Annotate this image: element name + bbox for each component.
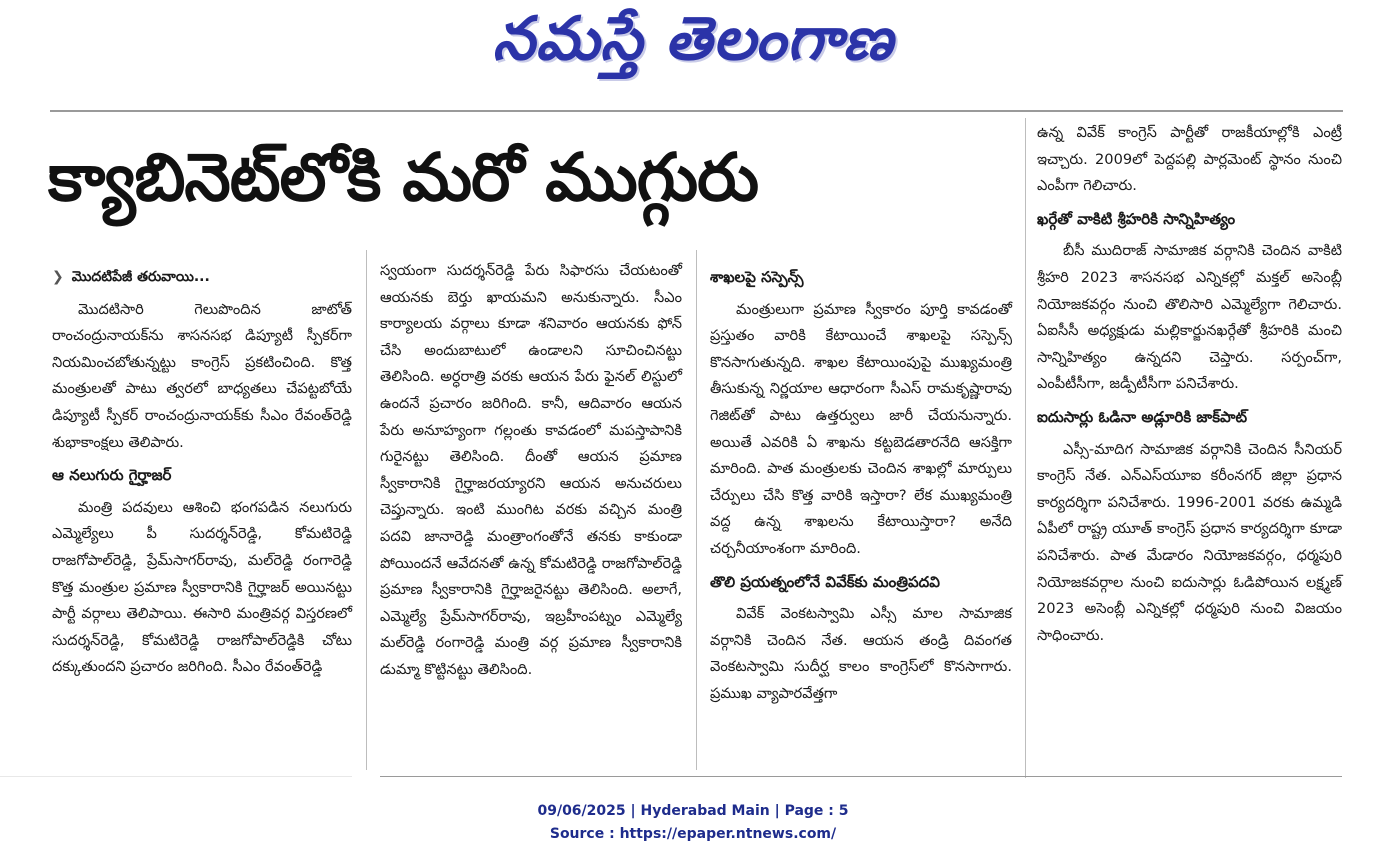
chevron-right-icon: ❯ — [52, 269, 64, 285]
paragraph: బీసీ ముదిరాజ్ సామాజిక వర్గానికి చెందిన వాకిటి శ్రీహరి 2023 శాసనసభ ఎన్నికల్లో మక్తల్ అసెంబ్లీ నియోజకవర్గం నుంచి తొలిసారి ఎమ్మెల్యేగా గెలిచారు. ఏఐసీసీ అధ్యక్షుడు మల్లికార్జునఖర్గేతో శ్రీహరికి మంచి సాన్నిహిత్యం ఉన్నదని చెప్తారు. సర్పంచ్‌గా, ఎంపీటీసీగా, జడ్పీటీసీగా పనిచేశారు. — [1037, 242, 1342, 393]
bottom-divider — [380, 776, 1342, 777]
article-column-2 — [380, 258, 682, 684]
subheading: ఆ నలుగురు గైర్హాజర్ — [52, 466, 172, 485]
subheading: ఖర్గేతో వాకిటి శ్రీహరికి సాన్నిహిత్యం — [1037, 209, 1236, 228]
masthead-title: నమస్తే తెలంగాణ — [492, 4, 894, 74]
article-column-4 — [1037, 120, 1342, 649]
footer-edition-info: 09/06/2025 | Hyderabad Main | Page : 5 — [537, 803, 849, 819]
top-divider — [50, 110, 1343, 112]
paragraph: మొదటిసారి గెలుపొందిన జాటోత్ రాంచంద్రునాయక్‌ను శాసనసభ డిప్యూటీ స్పీకర్‌గా నియమించబోతున్నట్టు కాంగ్రెస్ ప్రకటించింది. కొత్త మంత్రులతో పాటు త్వరలో బాధ్యతలు చేపట్టబోయే డిప్యూటీ స్పీకర్ రాంచంద్రునాయక్‌కు సీఎం రేవంత్‌రెడ్డి శుభాకాంక్షలు తెలిపారు. — [52, 300, 352, 451]
subheading: తొలి ప్రయత్నంలోనే వివేక్‌కు మంత్రిపదవి — [710, 572, 940, 591]
bottom-divider — [0, 776, 352, 777]
article-column-3 — [710, 258, 1012, 708]
paragraph: మంత్రి పదవులు ఆశించి భంగపడిన నలుగురు ఎమ్మెల్యేలు పీ సుదర్శన్‌రెడ్డి, కోమటిరెడ్డి రాజగోపాల్‌రెడ్డి, ప్రేమ్‌సాగర్‌రావు, మల్‌రెడ్డి రంగారెడ్డి కొత్త మంత్రుల ప్రమాణ స్వీకారానికి గైర్హాజర్ అయినట్టు పార్టీ వర్గాలు తెలిపాయి. ఈసారి మంత్రివర్గ విస్తరణలో సుదర్శన్‌రెడ్డి, కోమటిరెడ్డి రాజగోపాల్‌రెడ్డికి చోటు దక్కుతుందని ప్రచారం జరిగింది. సీఎం రేవంత్‌రెడ్డి — [52, 498, 352, 676]
subheading: ఐదుసార్లు ఓడినా అడ్లూరికి జాక్‌పాట్ — [1037, 407, 1248, 426]
article-headline: క్యాబినెట్‌లోకి మరో ముగ్గురు — [48, 139, 759, 216]
article-column-1 — [52, 258, 352, 681]
column-divider — [696, 250, 697, 770]
continued-label: మొదటిపేజీ తరువాయి... — [71, 269, 210, 285]
column-divider — [1025, 118, 1026, 778]
paragraph: ఎస్సీ-మాదిగ సామాజిక వర్గానికి చెందిన సీనియర్ కాంగ్రెస్ నేత. ఎన్ఎస్‌యూఐ కరీంనగర్ జిల్లా ప్రధాన కార్యదర్శిగా పనిచేశారు. 1996-2001 వరకు ఉమ్మడి ఏపీలో రాష్ట్ర యూత్ కాంగ్రెస్ ప్రధాన కార్యదర్శిగా కూడా పనిచేశారు. పాత మేడారం నియోజకవర్గం, ధర్మపురి నియోజకవర్గాల నుంచి ఐదుసార్లు ఓడిపోయిన లక్ష్మణ్ 2023 అసెంబ్లీ ఎన్నికల్లో ధర్మపురి నుంచి విజయం సాధించారు. — [1037, 440, 1342, 644]
footer-source-link[interactable]: Source : https://epaper.ntnews.com/ — [549, 826, 837, 842]
paragraph: ఉన్న వివేక్ కాంగ్రెస్ పార్టీతో రాజకీయాల్లోకి ఎంట్రీ ఇచ్చారు. 2009లో పెద్దపల్లి పార్లమెంట్ స్థానం నుంచి ఎంపీగా గెలిచారు. — [1037, 124, 1342, 195]
continued-marker — [52, 264, 352, 291]
masthead-logo — [0, 0, 1386, 86]
subheading: శాఖలపై సస్పెన్స్ — [710, 268, 804, 286]
paragraph: మంత్రులుగా ప్రమాణ స్వీకారం పూర్తి కావడంతో ప్రస్తుతం వారికి కేటాయించే శాఖలపై సస్పెన్స్ కొనసాగుతున్నది. శాఖల కేటాయింపుపై ముఖ్యమంత్రి తీసుకున్న నిర్ణయాల ఆధారంగా సీఎస్ రామకృష్ణారావు గెజిట్‌తో పాటు ఉత్తర్వులు జారీ చేయనున్నారు. అయితే ఎవరికి ఏ శాఖను కట్టబెడతారనేది ఆసక్తిగా మారింది. పాత మంత్రులకు చెందిన శాఖల్లో మార్పులు చేర్పులు చేసి కొత్త వారికి ఇస్తారా? లేక ముఖ్యమంత్రి వద్ద ఉన్న శాఖలను కేటాయిస్తారా? అనేది చర్చనీయాంశంగా మారింది. — [710, 300, 1012, 557]
column-divider — [366, 250, 367, 770]
paragraph: స్వయంగా సుదర్శన్‌రెడ్డి పేరు సిఫారసు చేయటంతో ఆయనకు బెర్తు ఖాయమని అనుకున్నారు. సీఎం కార్యాలయ వర్గాలు కూడా శనివారం ఆయనకు ఫోన్ చేసి అందుబాటులో ఉండాలని సూచించినట్టు తెలిసింది. అర్ధరాత్రి వరకు ఆయన పేరు ఫైనల్ లిస్టులో ఉందనే ప్రచారం జరిగింది. కానీ, ఆదివారం ఆయన పేరు అనూహ్యంగా గల్లంతు కావడంలో మపస్తాపానికి గురైనట్టు తెలిసింది. దీంతో ఆయన ప్రమాణ స్వీకారానికి గైర్హాజరయ్యారని ఆయన అనుచరులు చెప్తున్నారు. ఇంటి ముంగిట వరకు వచ్చిన మంత్రి పదవి జానారెడ్డి మంత్రాంగంతోనే తనకు కాకుండా పోయిందనే ఆవేదనతో ఉన్న కోమటిరెడ్డి రాజగోపాల్‌రెడ్డి ప్రమాణ స్వీకారానికి గైర్హాజరైనట్టు తెలిసింది. అలాగే, ఎమ్మెల్యే ప్రేమ్‌సాగర్‌రావు, ఇబ్రహీంపట్నం ఎమ్మెల్యే మల్‌రెడ్డి రంగారెడ్డి మంత్రి వర్గ ప్రమాణ స్వీకారానికి డుమ్మా కొట్టినట్టు తెలిసింది. — [380, 262, 682, 678]
paragraph: వివేక్ వెంకటస్వామి ఎస్సీ మాల సామాజిక వర్గానికి చెందిన నేత. ఆయన తండ్రి దివంగత వెంకటస్వామి సుదీర్ఘ కాలం కాంగ్రెస్‌లో కొనసాగారు. ప్రముఖ వ్యాపారవేత్తగా — [710, 605, 1012, 702]
